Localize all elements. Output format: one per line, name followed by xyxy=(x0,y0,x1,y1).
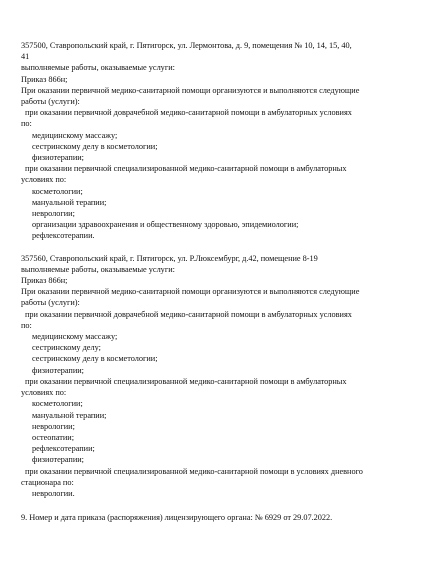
intro-text: При оказании первичной медико-санитарной помощи организуются и выполняются следующие xyxy=(21,85,360,95)
section-heading: стационара по: xyxy=(21,477,74,487)
section-heading: при оказании первичной специализированной медико-санитарной помощи в амбулаторных xyxy=(25,164,347,174)
license-document xyxy=(21,40,411,523)
address-line: 41 xyxy=(21,52,30,62)
intro-text: При оказании первичной медико-санитарной помощи организуются и выполняются следующие xyxy=(21,287,360,297)
list-item: организации здравоохранения и общественному здоровью, эпидемиологии; xyxy=(32,220,299,230)
works-label: выполняемые работы, оказываемые услуги: xyxy=(21,63,175,73)
order-ref: Приказ 866н; xyxy=(21,74,68,84)
address-line: 357500, Ставропольский край, г. Пятигорск, ул. Лермонтова, д. 9, помещения № 10, 14, 15, 40, xyxy=(21,41,352,50)
list-item: физиотерапии; xyxy=(32,153,84,163)
list-item: мануальной терапии; xyxy=(32,410,107,420)
intro-text: работы (услуги): xyxy=(21,97,80,107)
list-item: остеопатии; xyxy=(32,432,74,442)
list-item: медицинскому массажу; xyxy=(32,130,118,140)
list-item: сестринскому делу; xyxy=(32,343,101,353)
list-item: неврологии; xyxy=(32,421,75,431)
list-item: физиотерапии; xyxy=(32,365,84,375)
section-heading: при оказании первичной доврачебной медико-санитарной помощи в амбулаторных условиях xyxy=(25,309,352,319)
works-label: выполняемые работы, оказываемые услуги: xyxy=(21,264,175,274)
list-item: мануальной терапии; xyxy=(32,197,107,207)
section-heading: условиях по: xyxy=(21,388,67,398)
address-block-2 xyxy=(21,253,411,499)
list-item: рефлексотерапии; xyxy=(32,444,95,454)
section-heading: при оказании первичной специализированной медико-санитарной помощи в условиях дневного xyxy=(25,466,363,476)
section-heading: при оказании первичной доврачебной медико-санитарной помощи в амбулаторных условиях xyxy=(25,108,352,118)
list-item: косметологии; xyxy=(32,186,83,196)
intro-text: работы (услуги): xyxy=(21,298,80,308)
list-item: сестринскому делу в косметологии; xyxy=(32,354,158,364)
list-item: медицинскому массажу; xyxy=(32,332,118,342)
address-line: 357560, Ставропольский край, г. Пятигорск, ул. Р.Люксембург, д.42, помещение 8-19 xyxy=(21,253,318,263)
section-heading: по: xyxy=(21,320,32,330)
list-item: физиотерапии; xyxy=(32,455,84,465)
list-item: рефлексотерапии. xyxy=(32,231,95,241)
order-ref: Приказ 866н; xyxy=(21,276,68,286)
list-item: неврологии. xyxy=(32,488,75,498)
list-item: неврологии; xyxy=(32,209,75,219)
section-heading: по: xyxy=(21,119,32,129)
list-item: косметологии; xyxy=(32,399,83,409)
order-number-footer: 9. Номер и дата приказа (распоряжения) лицензирующего органа: № 6929 от 29.07.2022. xyxy=(21,513,333,523)
section-heading: при оказании первичной специализированной медико-санитарной помощи в амбулаторных xyxy=(25,376,347,386)
list-item: сестринскому делу в косметологии; xyxy=(32,141,158,151)
address-block-1 xyxy=(21,40,411,242)
section-heading: условиях по: xyxy=(21,175,67,185)
